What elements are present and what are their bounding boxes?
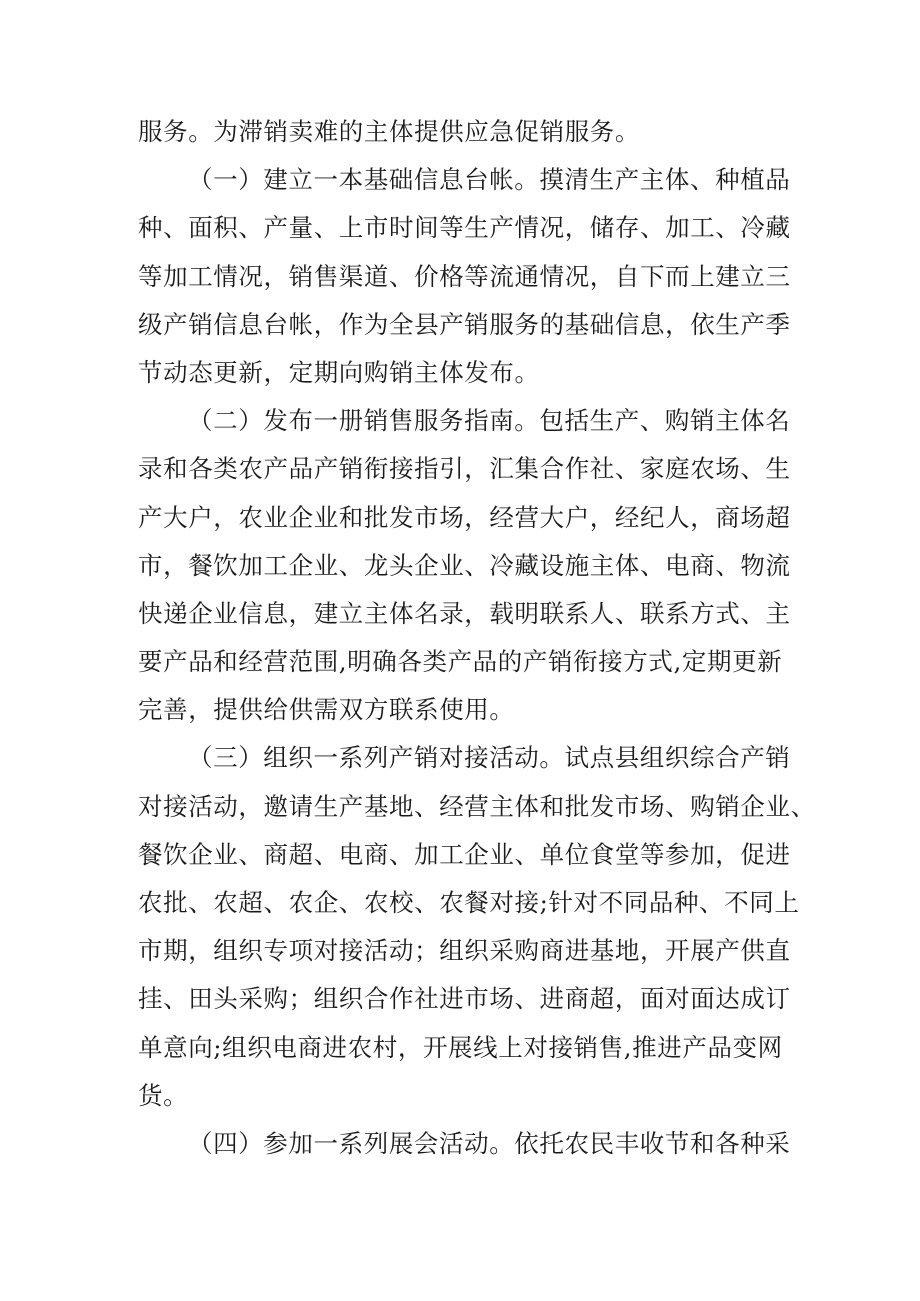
text-line: 农批、农超、农企、农校、农餐对接;针对不同品种、不同上 bbox=[138, 888, 800, 917]
text-line: 餐饮企业、商超、电商、加工企业、单位食堂等参加，促进 bbox=[138, 839, 791, 869]
text-line: （二）发布一册销售服务指南。包括生产、购销主体名 bbox=[188, 406, 791, 436]
text-line: （一）建立一本基础信息台帐。摸清生产主体、种植品 bbox=[188, 165, 791, 195]
text-line: 要产品和经营范围,明确各类产品的产销衔接方式,定期更新 bbox=[138, 647, 783, 677]
text-line: 产大户，农业企业和批发市场，经营大户，经纪人，商场超 bbox=[138, 502, 791, 532]
text-line: 节动态更新，定期向购销主体发布。 bbox=[138, 357, 540, 387]
text-line: 等加工情况，销售渠道、价格等流通情况，自下而上建立三 bbox=[138, 261, 791, 291]
text-line: 服务。为滞销卖难的主体提供应急促销服务。 bbox=[138, 117, 640, 146]
document-body bbox=[138, 108, 816, 1168]
text-line: 种、面积、产量、上市时间等生产情况，储存、加工、冷藏 bbox=[138, 213, 791, 243]
text-line: 级产销信息台帐，作为全县产销服务的基础信息，依生产季 bbox=[138, 309, 791, 339]
text-line: （三）组织一系列产销对接活动。试点县组织综合产销 bbox=[188, 743, 791, 773]
text-line: 货。 bbox=[138, 1080, 189, 1110]
text-line: 对接活动，邀请生产基地、经营主体和批发市场、购销企业、 bbox=[138, 791, 816, 821]
text-line: 单意向;组织电商进农村，开展线上对接销售,推进产品变网 bbox=[138, 1032, 783, 1062]
text-line: 市，餐饮加工企业、龙头企业、冷藏设施主体、电商、物流 bbox=[138, 550, 791, 580]
text-line: 快递企业信息，建立主体名录，载明联系人、联系方式、主 bbox=[138, 598, 791, 628]
text-line: 市期，组织专项对接活动；组织采购商进基地，开展产供直 bbox=[138, 936, 791, 966]
text-line: 录和各类农产品产销衔接指引，汇集合作社、家庭农场、生 bbox=[138, 454, 791, 484]
text-line: 完善，提供给供需双方联系使用。 bbox=[138, 695, 515, 725]
text-line: 挂、田头采购；组织合作社进市场、进商超，面对面达成订 bbox=[138, 984, 791, 1014]
text-line: （四）参加一系列展会活动。依托农民丰收节和各种采 bbox=[188, 1128, 791, 1158]
